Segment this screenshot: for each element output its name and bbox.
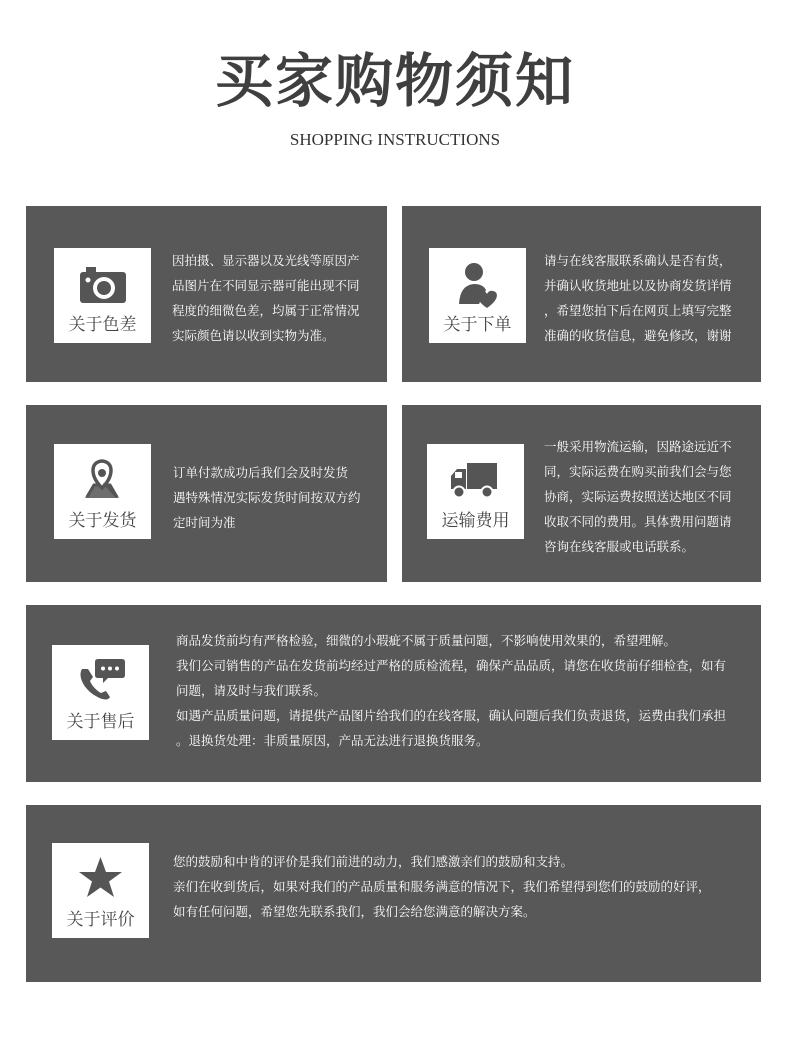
text-line: 您的鼓励和中肯的评价是我们前进的动力，我们感激亲们的鼓励和支持。	[173, 854, 574, 869]
text-line: 遇特殊情况实际发货时间按双方约	[173, 490, 361, 505]
card-ordering	[402, 206, 761, 382]
card-text	[172, 248, 360, 348]
text-line: 品图片在不同显示器可能出现不同	[172, 278, 360, 293]
card-label: 关于售后	[66, 712, 135, 732]
text-line: 并确认收货地址以及协商发货详情	[544, 278, 732, 293]
page-title: 买家购物须知	[214, 47, 575, 115]
text-line: 咨询在线客服或电话联系。	[544, 539, 695, 554]
text-line: 一般采用物流运输，因路途远近不	[544, 439, 732, 454]
text-line: 收取不同的费用。具体费用问题请	[544, 514, 732, 529]
icon-box	[52, 645, 149, 740]
card-shipping-cost	[402, 405, 761, 582]
card-label: 运输费用	[441, 511, 510, 531]
icon-box	[429, 248, 526, 343]
text-line: 如有任何问题，希望您先联系我们，我们会给您满意的解决方案。	[173, 904, 536, 919]
text-line: 定时间为准	[173, 515, 236, 530]
card-color-difference	[26, 206, 387, 382]
text-line: 订单付款成功后我们会及时发货	[173, 465, 349, 480]
card-label: 关于评价	[66, 910, 135, 930]
text-line: 如遇产品质量问题，请提供产品图片给我们的在线客服，确认问题后我们负责退货，运费由我们承担	[176, 708, 727, 723]
card-label: 关于色差	[68, 315, 137, 335]
text-line: 因拍摄、显示器以及光线等原因产	[172, 253, 360, 268]
icon-box	[54, 444, 151, 539]
icon-box	[52, 843, 149, 938]
card-reviews	[26, 805, 761, 982]
text-line: 。退换货处理：非质量原因，产品无法进行退换货服务。	[176, 733, 489, 748]
card-label: 关于下单	[443, 315, 512, 335]
card-shipping	[26, 405, 387, 582]
text-line: 准确的收货信息，避免修改，谢谢	[544, 328, 732, 343]
text-line: 协商，实际运费按照送达地区不同	[544, 489, 732, 504]
card-text	[544, 248, 732, 348]
text-line: 我们公司销售的产品在发货前均经过严格的质检流程，确保产品品质，请您在收货前仔细检查，如有	[176, 658, 727, 673]
card-text	[173, 849, 711, 924]
card-label: 关于发货	[68, 511, 137, 531]
card-text	[173, 460, 361, 535]
card-text	[544, 434, 732, 559]
icon-box	[54, 248, 151, 343]
card-text	[176, 628, 726, 753]
card-after-sales	[26, 605, 761, 782]
text-line: 程度的细微色差，均属于正常情况	[172, 303, 360, 318]
text-line: 亲们在收到货后，如果对我们的产品质量和服务满意的情况下，我们希望得到您们的鼓励的好评，	[173, 879, 711, 894]
text-line: 同，实际运费在购买前我们会与您	[544, 464, 732, 479]
text-line: 实际颜色请以收到实物为准。	[172, 328, 335, 343]
text-line: 请与在线客服联系确认是否有货，	[544, 253, 732, 268]
text-line: 问题，请及时与我们联系。	[176, 683, 327, 698]
icon-box	[427, 444, 524, 539]
page-subtitle: SHOPPING INSTRUCTIONS	[289, 130, 501, 149]
text-line: 商品发货前均有严格检验，细微的小瑕疵不属于质量问题，不影响使用效果的，希望理解。	[176, 633, 677, 648]
text-line: ，希望您拍下后在网页上填写完整	[544, 303, 732, 318]
